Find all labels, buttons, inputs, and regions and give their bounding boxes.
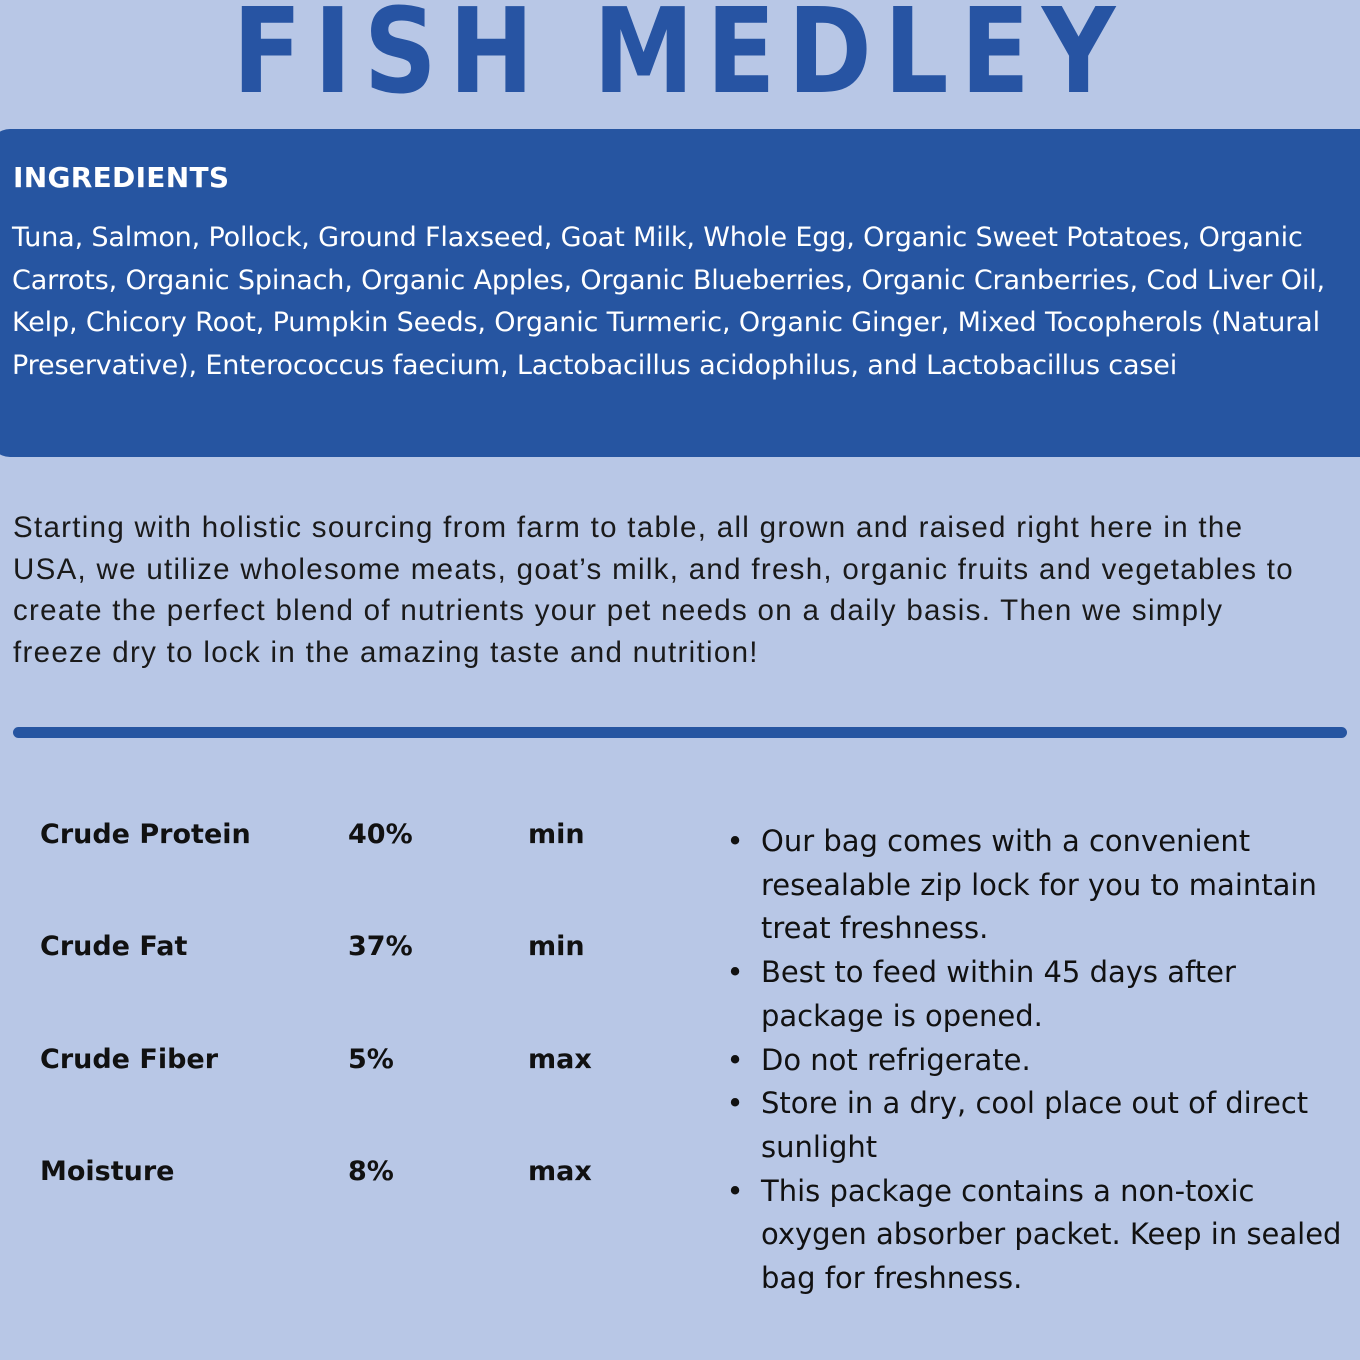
description-line: create the perfect blend of nutrients your pet needs on a daily basis. Then we simply — [13, 594, 1224, 628]
note-text: Best to feed within 45 days after package is opened. — [761, 955, 1236, 1033]
nutrient-limit: max — [528, 1044, 592, 1075]
bullet-icon: • — [726, 1086, 744, 1121]
list-item — [725, 951, 1350, 1038]
note-text: This package contains a non-toxic oxygen absorber packet. Keep in sealed bag for freshness. — [761, 1173, 1342, 1296]
nutrient-limit: min — [528, 931, 585, 962]
section-divider — [13, 727, 1347, 738]
analysis-row-moisture — [40, 1147, 680, 1197]
nutrient-name: Moisture — [40, 1156, 175, 1187]
nutrient-name: Crude Fat — [40, 931, 188, 962]
storage-notes — [725, 820, 1350, 1301]
nutrient-percent: 37% — [348, 931, 413, 962]
nutrient-limit: max — [528, 1156, 592, 1187]
product-description — [13, 507, 1360, 674]
analysis-row-crude-protein — [40, 810, 680, 860]
description-line: USA, we utilize wholesome meats, goat’s milk, and fresh, organic fruits and vegetables to — [13, 552, 1294, 586]
bullet-icon: • — [726, 1042, 744, 1077]
ingredients-list: Tuna, Salmon, Pollock, Ground Flaxseed, Goat Milk, Whole Egg, Organic Sweet Potatoes, Organic Carrots, Organic Spinach, Organic Apples, Organic Blueberries, Organic Cranberries, Cod Liver Oil, Kelp, Chicory Root, Pumpkin Seeds, Organic Turmeric, Organic Ginger, Mixed Tocopherols (Natural Preservative), Enterococcus faecium, Lactobacillus acidophilus, and Lactobacillus casei — [12, 222, 1325, 381]
list-item — [725, 820, 1350, 951]
note-text: Our bag comes with a convenient resealable zip lock for you to maintain treat freshness. — [761, 824, 1317, 946]
bullet-icon: • — [726, 955, 744, 990]
analysis-row-crude-fat — [40, 922, 680, 972]
list-item — [725, 1039, 1350, 1083]
description-line: Starting with holistic sourcing from farm to table, all grown and raised right here in the — [13, 511, 1244, 544]
nutrient-name: Crude Protein — [40, 819, 251, 850]
description-line: freeze dry to lock in the amazing taste and nutrition! — [13, 636, 759, 670]
list-item — [725, 1170, 1350, 1301]
nutrient-name: Crude Fiber — [40, 1044, 219, 1075]
note-text: Store in a dry, cool place out of direct sunlight — [761, 1086, 1309, 1164]
bullet-icon: • — [726, 1173, 744, 1208]
analysis-row-crude-fiber — [40, 1035, 680, 1085]
product-title: FISH MEDLEY — [232, 0, 1128, 120]
nutrient-percent: 8% — [348, 1156, 394, 1187]
ingredients-heading: INGREDIENTS — [13, 161, 230, 194]
nutrient-limit: min — [528, 819, 585, 850]
bullet-icon: • — [726, 824, 744, 858]
nutrient-percent: 40% — [348, 819, 413, 850]
list-item — [725, 1082, 1350, 1169]
note-text: Do not refrigerate. — [761, 1042, 1031, 1077]
nutrient-percent: 5% — [348, 1044, 394, 1075]
